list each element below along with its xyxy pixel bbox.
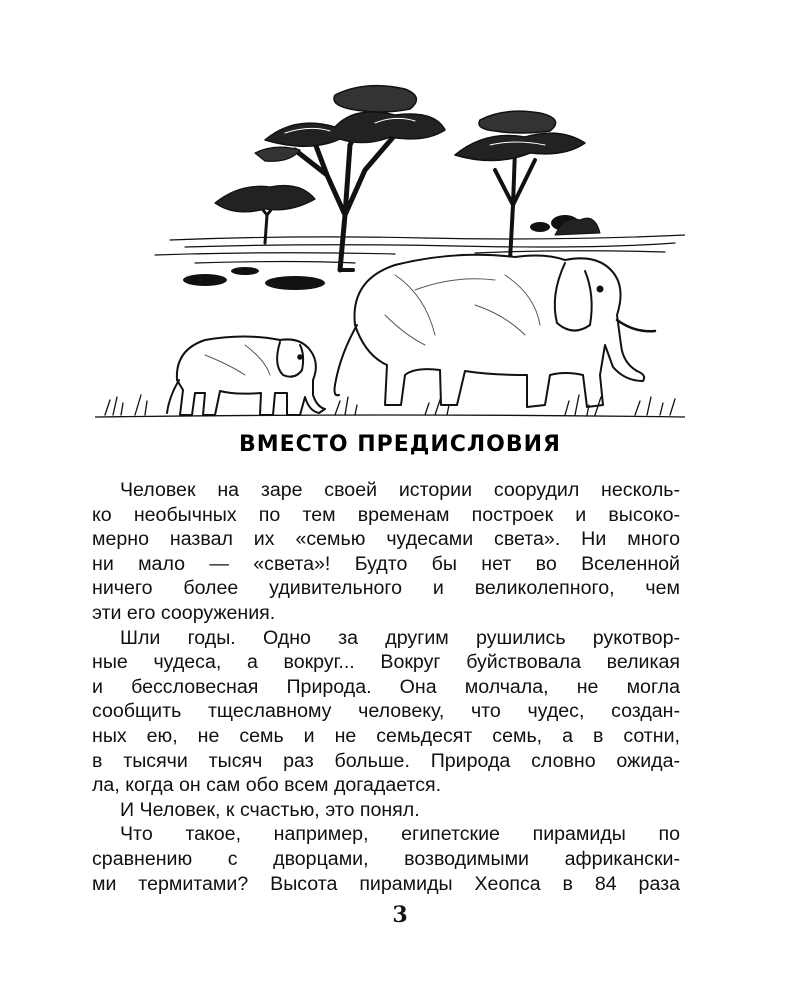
text-line: ные чудеса, а вокруг... Вокруг буйствовала великая bbox=[92, 651, 680, 674]
text-line: мерно назвал их «семью чудесами света». Ни много bbox=[92, 528, 680, 551]
text-line: ни мало — «света»! Будто бы нет во Вселенной bbox=[92, 552, 680, 575]
text-line: в тысячи тысяч раз больше. Природа словно ожида- bbox=[92, 749, 680, 772]
text-line: ничего более удивительного и великолепного, чем bbox=[92, 577, 680, 600]
text-line: Человек на заре своей истории соорудил несколь- bbox=[120, 479, 680, 501]
text-line: сравнению с дворцами, возводимыми африкански- bbox=[92, 847, 680, 870]
text-line: И Человек, к счастью, это понял. bbox=[120, 798, 420, 821]
text-line: ми термитами? Высота пирамиды Хеопса в 84 раза bbox=[92, 872, 680, 895]
text-line: ных ею, не семь и не семьдесят семь, а в сотни, bbox=[92, 724, 680, 747]
text-line: ла, когда он сам обо всем догадается. bbox=[92, 774, 442, 797]
chapter-heading: ВМЕСТО ПРЕДИСЛОВИЯ bbox=[238, 432, 561, 457]
body-text bbox=[92, 478, 680, 896]
text-line: и бессловесная Природа. Она молчала, не могла bbox=[92, 675, 680, 698]
savanna-elephants-illustration bbox=[95, 75, 685, 420]
text-line: ко необычных по тем временам построек и высоко- bbox=[92, 503, 680, 526]
text-line: Шли годы. Одно за другим рушились рукотвор- bbox=[120, 626, 680, 649]
text-line: сообщить тщеславному человеку, что чудес, создан- bbox=[92, 700, 680, 723]
page-number: 3 bbox=[392, 902, 408, 928]
text-line: эти его сооружения. bbox=[92, 601, 276, 624]
text-line: Что такое, например, египетские пирамиды по bbox=[120, 823, 680, 846]
